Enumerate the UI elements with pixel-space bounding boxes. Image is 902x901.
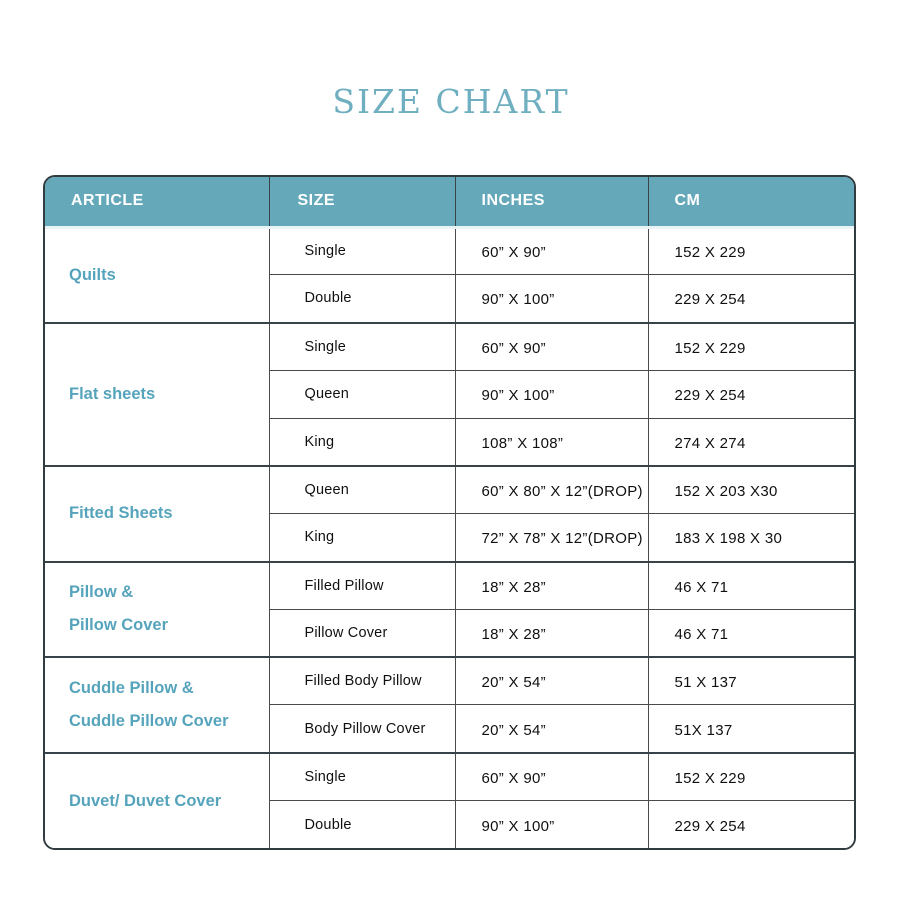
size-chart-table <box>43 175 856 850</box>
inches-cell: 108” X 108” <box>455 418 648 466</box>
column-header-size: SIZE <box>269 177 455 227</box>
table-row <box>45 227 854 275</box>
article-line: Pillow Cover <box>69 616 169 635</box>
header-row <box>45 177 854 227</box>
inches-cell: 60” X 80” X 12”(DROP) <box>455 466 648 514</box>
inches-cell: 72” X 78” X 12”(DROP) <box>455 514 648 562</box>
article-cell <box>45 323 269 466</box>
article-cell <box>45 657 269 753</box>
inches-cell: 20” X 54” <box>455 705 648 753</box>
cm-cell: 51X 137 <box>648 705 854 753</box>
size-cell: King <box>269 514 455 562</box>
inches-cell: 60” X 90” <box>455 753 648 801</box>
column-header-article: ARTICLE <box>45 177 269 227</box>
size-cell: King <box>269 418 455 466</box>
size-cell: Queen <box>269 370 455 418</box>
table-header <box>45 177 854 227</box>
table-body <box>45 227 854 848</box>
table-row <box>45 753 854 801</box>
size-cell: Filled Body Pillow <box>269 657 455 705</box>
article-cell <box>45 753 269 849</box>
inches-cell: 18” X 28” <box>455 609 648 657</box>
inches-cell: 90” X 100” <box>455 370 648 418</box>
article-line: Flat sheets <box>69 384 156 403</box>
article-cell <box>45 562 269 658</box>
cm-cell: 46 X 71 <box>648 562 854 610</box>
cm-cell: 229 X 254 <box>648 370 854 418</box>
table-row <box>45 466 854 514</box>
article-line: Fitted Sheets <box>69 504 173 523</box>
cm-cell: 229 X 254 <box>648 801 854 849</box>
size-cell: Single <box>269 753 455 801</box>
article-line: Pillow & <box>69 583 134 602</box>
cm-cell: 46 X 71 <box>648 609 854 657</box>
article-cell <box>45 466 269 562</box>
inches-cell: 60” X 90” <box>455 323 648 371</box>
article-cell <box>45 227 269 323</box>
inches-cell: 18” X 28” <box>455 562 648 610</box>
table-row <box>45 657 854 705</box>
cm-cell: 51 X 137 <box>648 657 854 705</box>
size-cell: Queen <box>269 466 455 514</box>
column-header-cm: CM <box>648 177 854 227</box>
table-row <box>45 562 854 610</box>
size-cell: Single <box>269 323 455 371</box>
column-header-inches: INCHES <box>455 177 648 227</box>
article-line: Duvet/ Duvet Cover <box>69 791 222 810</box>
cm-cell: 152 X 229 <box>648 227 854 275</box>
article-line: Cuddle Pillow & <box>69 678 194 697</box>
size-chart <box>45 177 854 848</box>
page-title: SIZE CHART <box>332 82 570 121</box>
article-line: Quilts <box>69 265 116 284</box>
cm-cell: 152 X 229 <box>648 323 854 371</box>
size-cell: Pillow Cover <box>269 609 455 657</box>
cm-cell: 274 X 274 <box>648 418 854 466</box>
size-cell: Double <box>269 801 455 849</box>
cm-cell: 229 X 254 <box>648 275 854 323</box>
cm-cell: 152 X 203 X30 <box>648 466 854 514</box>
inches-cell: 60” X 90” <box>455 227 648 275</box>
size-cell: Single <box>269 227 455 275</box>
inches-cell: 90” X 100” <box>455 275 648 323</box>
cm-cell: 183 X 198 X 30 <box>648 514 854 562</box>
cm-cell: 152 X 229 <box>648 753 854 801</box>
size-cell: Double <box>269 275 455 323</box>
size-cell: Filled Pillow <box>269 562 455 610</box>
inches-cell: 20” X 54” <box>455 657 648 705</box>
size-cell: Body Pillow Cover <box>269 705 455 753</box>
article-line: Cuddle Pillow Cover <box>69 711 229 730</box>
inches-cell: 90” X 100” <box>455 801 648 849</box>
table-row <box>45 323 854 371</box>
